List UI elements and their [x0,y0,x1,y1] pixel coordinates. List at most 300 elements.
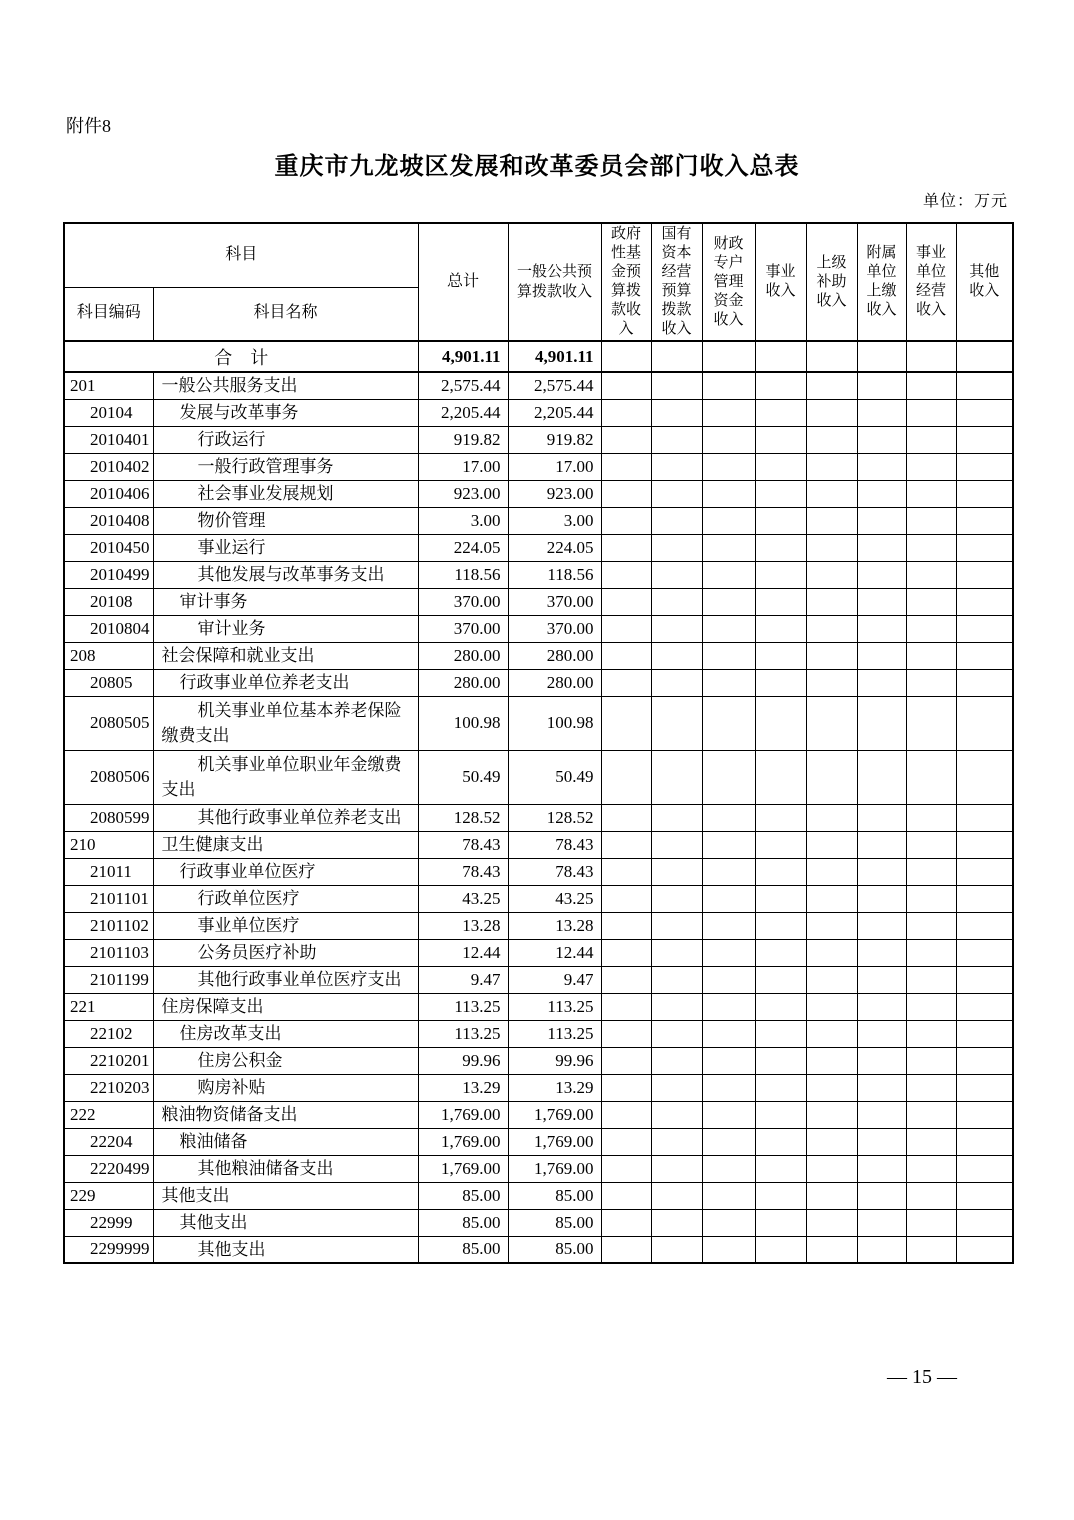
subject-code-cell: 20104 [64,399,153,426]
total-amount-cell: 370.00 [418,588,508,615]
table-row [64,993,1013,1020]
subject-code-cell: 20805 [64,669,153,696]
table-row [64,1101,1013,1128]
empty-cell [906,341,956,372]
empty-cell [755,885,806,912]
subject-code-cell: 20108 [64,588,153,615]
empty-cell [601,1155,651,1182]
total-amount-cell: 13.29 [418,1074,508,1101]
header-state-capital-budget-label: 国有资本经营预算拨款收入 [661,226,692,337]
empty-cell [806,534,857,561]
empty-cell [702,885,755,912]
empty-cell [857,561,906,588]
empty-cell [857,831,906,858]
empty-cell [601,1209,651,1236]
header-fiscal-account-funds [702,223,755,341]
empty-cell [702,642,755,669]
empty-cell [857,669,906,696]
subject-name-cell: 事业运行 [153,534,418,561]
empty-cell [806,966,857,993]
subject-code-cell: 22102 [64,1020,153,1047]
table-row [64,858,1013,885]
total-amount-cell: 128.52 [418,804,508,831]
empty-cell [956,341,1013,372]
empty-cell [651,615,702,642]
empty-cell [806,507,857,534]
empty-cell [755,588,806,615]
general-budget-amount-cell: 2,575.44 [508,372,601,399]
total-amount-cell: 78.43 [418,831,508,858]
empty-cell [755,1101,806,1128]
total-amount-cell: 13.28 [418,912,508,939]
empty-cell [651,372,702,399]
empty-cell [755,399,806,426]
header-subject: 科目 [64,223,418,287]
empty-cell [857,642,906,669]
empty-cell [857,1209,906,1236]
empty-cell [601,507,651,534]
empty-cell [601,615,651,642]
general-budget-amount-cell: 78.43 [508,831,601,858]
header-superior-subsidy-label: 上级补助收入 [816,254,847,309]
empty-cell [806,642,857,669]
empty-cell [906,669,956,696]
total-amount-cell: 85.00 [418,1236,508,1263]
empty-cell [702,399,755,426]
empty-cell [956,615,1013,642]
empty-cell [956,534,1013,561]
table-row [64,966,1013,993]
empty-cell [601,480,651,507]
subject-code-cell: 2101199 [64,966,153,993]
subject-name-cell: 住房改革支出 [153,1020,418,1047]
empty-cell [906,534,956,561]
subject-name-cell: 其他支出 [153,1182,418,1209]
empty-cell [956,1074,1013,1101]
subject-name-cell: 行政运行 [153,426,418,453]
empty-cell [702,750,755,804]
total-amount-cell: 12.44 [418,939,508,966]
empty-cell [857,696,906,750]
general-budget-amount-cell: 9.47 [508,966,601,993]
general-budget-amount-cell: 1,769.00 [508,1128,601,1155]
empty-cell [857,615,906,642]
general-budget-amount-cell: 1,769.00 [508,1155,601,1182]
empty-cell [651,1182,702,1209]
general-budget-amount-cell: 128.52 [508,804,601,831]
subject-code-cell: 2101101 [64,885,153,912]
empty-cell [651,696,702,750]
empty-cell [651,1236,702,1263]
total-amount-cell: 17.00 [418,453,508,480]
empty-cell [702,615,755,642]
empty-cell [806,1182,857,1209]
empty-cell [651,831,702,858]
empty-cell [906,1236,956,1263]
table-row [64,1047,1013,1074]
empty-cell [806,399,857,426]
total-amount-cell: 919.82 [418,426,508,453]
subject-code-cell: 2010450 [64,534,153,561]
income-summary-table [63,222,1014,1264]
empty-cell [956,1182,1013,1209]
empty-cell [906,1020,956,1047]
empty-cell [755,696,806,750]
empty-cell [956,858,1013,885]
empty-cell [806,831,857,858]
general-budget-amount-cell: 2,205.44 [508,399,601,426]
empty-cell [601,399,651,426]
empty-cell [956,426,1013,453]
empty-cell [806,1047,857,1074]
header-gov-fund-budget [601,223,651,341]
empty-cell [906,1128,956,1155]
subject-code-cell: 210 [64,831,153,858]
empty-cell [806,993,857,1020]
empty-cell [755,1155,806,1182]
empty-cell [755,912,806,939]
subject-code-cell: 2210201 [64,1047,153,1074]
table-row [64,588,1013,615]
empty-cell [601,831,651,858]
empty-cell [806,858,857,885]
subject-code-cell: 2010804 [64,615,153,642]
header-business-income-label: 事业收入 [765,264,796,299]
empty-cell [857,1074,906,1101]
table-row [64,912,1013,939]
empty-cell [702,831,755,858]
empty-cell [702,534,755,561]
empty-cell [857,588,906,615]
empty-cell [755,561,806,588]
empty-cell [956,1236,1013,1263]
subject-code-cell: 221 [64,993,153,1020]
empty-cell [857,1182,906,1209]
total-amount-cell: 923.00 [418,480,508,507]
empty-cell [906,750,956,804]
subject-name-cell: 一般公共服务支出 [153,372,418,399]
empty-cell [702,669,755,696]
total-amount-cell: 4,901.11 [418,341,508,372]
empty-cell [755,341,806,372]
general-budget-amount-cell: 85.00 [508,1236,601,1263]
subject-code-cell: 2101102 [64,912,153,939]
empty-cell [857,939,906,966]
empty-cell [857,750,906,804]
subject-code-cell: 2299999 [64,1236,153,1263]
unit-note: 单位：万元 [922,193,1008,210]
table-row [64,1074,1013,1101]
empty-cell [755,831,806,858]
empty-cell [651,534,702,561]
empty-cell [806,1074,857,1101]
table-row [64,453,1013,480]
table-row [64,1182,1013,1209]
empty-cell [702,696,755,750]
subject-code-cell: 201 [64,372,153,399]
empty-cell [857,804,906,831]
empty-cell [857,426,906,453]
empty-cell [857,1020,906,1047]
empty-cell [651,561,702,588]
empty-cell [702,939,755,966]
general-budget-amount-cell: 370.00 [508,615,601,642]
empty-cell [601,1182,651,1209]
total-row [64,341,1013,372]
empty-cell [806,453,857,480]
empty-cell [702,1020,755,1047]
empty-cell [651,1209,702,1236]
total-amount-cell: 280.00 [418,669,508,696]
empty-cell [956,372,1013,399]
subject-code-cell: 21011 [64,858,153,885]
empty-cell [601,588,651,615]
empty-cell [601,804,651,831]
empty-cell [755,1047,806,1074]
empty-cell [651,1128,702,1155]
empty-cell [906,804,956,831]
empty-cell [755,939,806,966]
empty-cell [601,1020,651,1047]
empty-cell [601,1101,651,1128]
empty-cell [601,534,651,561]
general-budget-amount-cell: 12.44 [508,939,601,966]
empty-cell [651,399,702,426]
general-budget-amount-cell: 99.96 [508,1047,601,1074]
empty-cell [906,1047,956,1074]
empty-cell [755,1236,806,1263]
total-amount-cell: 1,769.00 [418,1155,508,1182]
subject-code-cell: 2080599 [64,804,153,831]
empty-cell [601,561,651,588]
empty-cell [601,966,651,993]
empty-cell [601,939,651,966]
empty-cell [806,615,857,642]
empty-cell [702,453,755,480]
total-amount-cell: 78.43 [418,858,508,885]
empty-cell [956,1128,1013,1155]
subject-code-cell: 22204 [64,1128,153,1155]
general-budget-amount-cell: 280.00 [508,669,601,696]
attachment-label: 附件8 [66,116,111,136]
subject-code-cell: 229 [64,1182,153,1209]
empty-cell [906,858,956,885]
total-amount-cell: 1,769.00 [418,1101,508,1128]
empty-cell [806,804,857,831]
table-row [64,534,1013,561]
header-row-1 [64,223,1013,287]
empty-cell [906,966,956,993]
empty-cell [956,453,1013,480]
empty-cell [651,1155,702,1182]
subject-name-cell: 社会保障和就业支出 [153,642,418,669]
empty-cell [906,993,956,1020]
empty-cell [906,939,956,966]
empty-cell [906,561,956,588]
empty-cell [956,642,1013,669]
empty-cell [651,966,702,993]
subject-name-cell: 事业单位医疗 [153,912,418,939]
empty-cell [651,480,702,507]
general-budget-amount-cell: 85.00 [508,1182,601,1209]
general-budget-amount-cell: 17.00 [508,453,601,480]
empty-cell [806,912,857,939]
empty-cell [651,993,702,1020]
empty-cell [755,615,806,642]
table-header [64,223,1013,341]
empty-cell [956,939,1013,966]
subject-name-cell: 购房补贴 [153,1074,418,1101]
empty-cell [806,1236,857,1263]
total-amount-cell: 1,769.00 [418,1128,508,1155]
empty-cell [702,1209,755,1236]
table-row [64,642,1013,669]
empty-cell [702,561,755,588]
empty-cell [956,885,1013,912]
empty-cell [755,426,806,453]
empty-cell [956,507,1013,534]
empty-cell [755,858,806,885]
empty-cell [651,426,702,453]
subject-code-cell: 2220499 [64,1155,153,1182]
empty-cell [601,1128,651,1155]
empty-cell [601,341,651,372]
empty-cell [601,912,651,939]
empty-cell [651,858,702,885]
empty-cell [956,1101,1013,1128]
total-amount-cell: 85.00 [418,1209,508,1236]
general-budget-amount-cell: 78.43 [508,858,601,885]
empty-cell [857,1155,906,1182]
empty-cell [702,588,755,615]
header-fiscal-account-funds-label: 财政专户管理资金收入 [713,235,744,328]
empty-cell [601,1047,651,1074]
empty-cell [651,642,702,669]
empty-cell [755,507,806,534]
empty-cell [806,372,857,399]
subject-code-cell: 2080506 [64,750,153,804]
empty-cell [956,804,1013,831]
total-amount-cell: 118.56 [418,561,508,588]
empty-cell [806,1020,857,1047]
subject-code-cell: 22999 [64,1209,153,1236]
empty-cell [601,696,651,750]
empty-cell [601,426,651,453]
empty-cell [601,372,651,399]
total-row-label: 合 计 [64,341,418,372]
empty-cell [702,1128,755,1155]
empty-cell [806,1155,857,1182]
table-row [64,885,1013,912]
general-budget-amount-cell: 113.25 [508,1020,601,1047]
subject-name-cell: 审计业务 [153,615,418,642]
empty-cell [857,885,906,912]
empty-cell [702,1074,755,1101]
empty-cell [956,993,1013,1020]
table-row [64,669,1013,696]
total-amount-cell: 2,575.44 [418,372,508,399]
header-other-income [956,223,1013,341]
empty-cell [906,615,956,642]
subject-name-cell: 公务员医疗补助 [153,939,418,966]
header-state-capital-budget [651,223,702,341]
empty-cell [651,669,702,696]
subject-name-cell: 其他粮油储备支出 [153,1155,418,1182]
empty-cell [906,1182,956,1209]
empty-cell [857,453,906,480]
page-title: 重庆市九龙坡区发展和改革委员会部门收入总表 [274,153,800,180]
table-row [64,561,1013,588]
subject-name-cell: 其他行政事业单位养老支出 [153,804,418,831]
empty-cell [857,341,906,372]
empty-cell [755,1020,806,1047]
empty-cell [857,507,906,534]
subject-code-cell: 2010402 [64,453,153,480]
empty-cell [857,993,906,1020]
subject-name-cell: 机关事业单位基本养老保险缴费支出 [153,696,418,750]
empty-cell [956,561,1013,588]
subject-code-cell: 2210203 [64,1074,153,1101]
total-amount-cell: 113.25 [418,1020,508,1047]
table-row [64,750,1013,804]
table-row [64,615,1013,642]
empty-cell [702,426,755,453]
empty-cell [806,750,857,804]
header-general-budget-label: 一般公共预算拨款收入 [517,264,593,300]
empty-cell [755,993,806,1020]
total-amount-cell: 280.00 [418,642,508,669]
empty-cell [601,642,651,669]
empty-cell [755,804,806,831]
empty-cell [906,1074,956,1101]
subject-code-cell: 2010406 [64,480,153,507]
subject-name-cell: 其他行政事业单位医疗支出 [153,966,418,993]
empty-cell [956,912,1013,939]
table-row [64,1209,1013,1236]
empty-cell [806,696,857,750]
empty-cell [702,1236,755,1263]
empty-cell [857,1236,906,1263]
header-other-income-label: 其他收入 [969,264,1000,299]
header-general-budget [508,223,601,341]
empty-cell [906,885,956,912]
total-amount-cell: 224.05 [418,534,508,561]
empty-cell [806,480,857,507]
subject-name-cell: 物价管理 [153,507,418,534]
empty-cell [601,669,651,696]
empty-cell [702,858,755,885]
empty-cell [755,1182,806,1209]
general-budget-amount-cell: 919.82 [508,426,601,453]
subject-name-cell: 行政事业单位养老支出 [153,669,418,696]
empty-cell [806,1128,857,1155]
header-subject-name: 科目名称 [153,287,418,341]
empty-cell [806,588,857,615]
subject-name-cell: 发展与改革事务 [153,399,418,426]
empty-cell [651,750,702,804]
empty-cell [906,1101,956,1128]
empty-cell [857,480,906,507]
empty-cell [857,1101,906,1128]
table-row [64,1155,1013,1182]
empty-cell [906,696,956,750]
total-amount-cell: 99.96 [418,1047,508,1074]
empty-cell [651,588,702,615]
empty-cell [956,831,1013,858]
empty-cell [702,1101,755,1128]
empty-cell [857,912,906,939]
header-affiliated-unit-remit-label: 附属单位上缴收入 [866,245,897,318]
